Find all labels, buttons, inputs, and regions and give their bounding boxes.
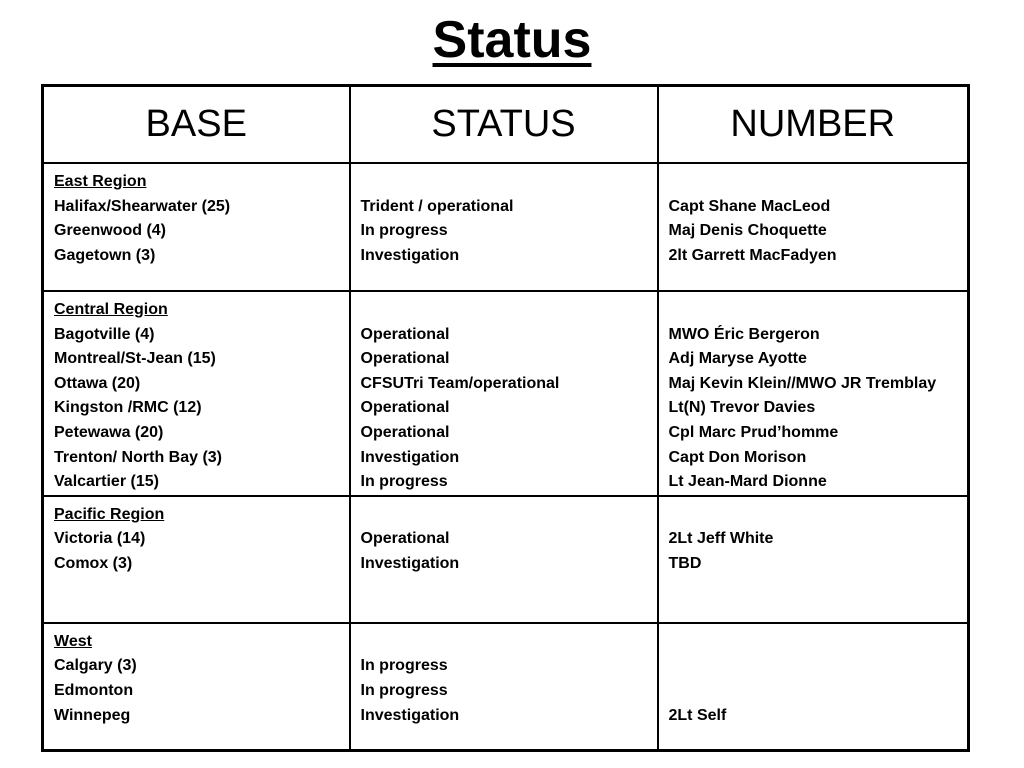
base-name: Bagotville (4) (54, 325, 155, 343)
number-cell (658, 623, 969, 751)
base-name: Winnepeg (54, 706, 131, 724)
base-name: Greenwood (4) (54, 222, 167, 240)
status-value: Operational (360, 325, 450, 343)
base-name: Halifax/Shearwater (25) (54, 197, 231, 215)
base-cell (43, 623, 350, 751)
region-name: West (54, 632, 92, 650)
header-row (43, 86, 969, 164)
contact-name (669, 679, 958, 704)
status-value: In progress (360, 473, 448, 491)
contact-name: 2Lt Jeff White (668, 530, 774, 548)
contact-name (669, 654, 958, 679)
contact-name: Maj Kevin Klein//MWO JR Tremblay (668, 374, 937, 392)
base-cell (43, 291, 350, 496)
contact-name: Adj Maryse Ayotte (668, 350, 807, 368)
header-number: NUMBER (658, 86, 969, 164)
base-name: Calgary (3) (54, 657, 137, 675)
base-cell (43, 496, 350, 623)
table-row-east-region (43, 163, 969, 291)
header-base: BASE (43, 86, 350, 164)
number-cell (658, 291, 969, 496)
status-value: Operational (360, 530, 450, 548)
status-cell (350, 623, 658, 751)
contact-name: Capt Don Morison (668, 448, 807, 466)
status-value: In progress (360, 681, 448, 699)
status-table (41, 84, 970, 752)
base-cell (43, 163, 350, 291)
status-value: Investigation (360, 246, 460, 264)
contact-name: TBD (668, 554, 702, 572)
status-value: Investigation (360, 554, 460, 572)
status-cell (350, 163, 658, 291)
status-value: Operational (360, 399, 450, 417)
status-value: Investigation (360, 706, 460, 724)
status-value: Operational (360, 350, 450, 368)
table-row-west-region (43, 623, 969, 751)
region-name: Pacific Region (54, 505, 165, 523)
base-name: Comox (3) (54, 554, 133, 572)
base-name: Victoria (14) (54, 530, 146, 548)
status-value: CFSUTri Team/operational (360, 374, 560, 392)
contact-name: Cpl Marc Prud’homme (668, 423, 839, 441)
status-value: In progress (360, 657, 448, 675)
status-cell (350, 291, 658, 496)
contact-name: Capt Shane MacLeod (668, 197, 831, 215)
status-value: In progress (360, 222, 448, 240)
base-name: Montreal/St-Jean (15) (54, 350, 216, 368)
status-value: Trident / operational (360, 197, 514, 215)
status-value: Operational (360, 423, 450, 441)
contact-name: 2Lt Self (668, 706, 727, 724)
table-row-central-region (43, 291, 969, 496)
region-name: Central Region (54, 301, 168, 318)
contact-name: 2lt Garrett MacFadyen (668, 246, 837, 264)
status-value: Investigation (360, 448, 460, 466)
base-name: Edmonton (54, 681, 134, 699)
contact-name: MWO Éric Bergeron (668, 325, 820, 343)
table-row-pacific-region (43, 496, 969, 623)
number-cell (658, 163, 969, 291)
contact-name: Lt Jean-Mard Dionne (668, 473, 827, 491)
region-name: East Region (54, 173, 147, 190)
base-name: Gagetown (3) (54, 246, 156, 264)
base-name: Trenton/ North Bay (3) (54, 448, 223, 466)
base-name: Petewawa (20) (54, 423, 164, 441)
base-name: Ottawa (20) (54, 374, 141, 392)
header-status: STATUS (350, 86, 658, 164)
contact-name: Lt(N) Trevor Davies (668, 399, 816, 417)
base-name: Valcartier (15) (54, 473, 159, 491)
slide-title: Status (432, 11, 592, 69)
base-name: Kingston /RMC (12) (54, 399, 202, 417)
status-cell (350, 496, 658, 623)
contact-name: Maj Denis Choquette (668, 222, 827, 240)
number-cell (658, 496, 969, 623)
